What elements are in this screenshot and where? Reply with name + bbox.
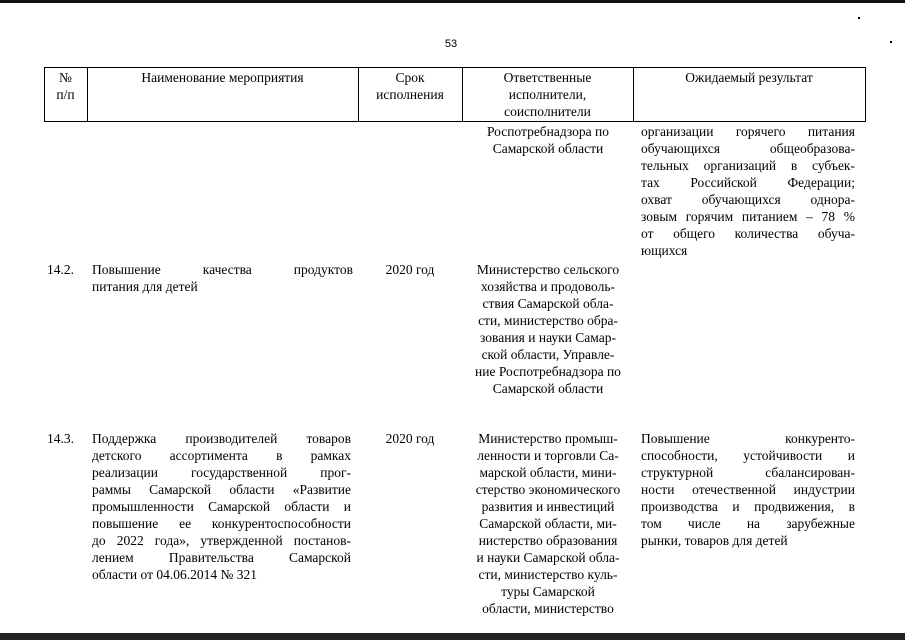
- row-term: 2020 год: [385, 431, 435, 446]
- row-responsible: Министерство промыш- ленности и торговли Са- марской области, мини- стерство экономического развития и инвестиций Самарской области, ми- нистерство образования и науки Самарской обла- сти, министерство куль- туры Самарской области, министерство: [475, 431, 621, 616]
- page-number: 53: [444, 38, 458, 50]
- header-cell-num: № п/п: [56, 70, 75, 102]
- continuation-responsible: Роспотребнадзора по Самарской области: [486, 124, 610, 156]
- row-term: 2020 год: [385, 262, 435, 277]
- row-name: Повышение качества продуктов питания для детей: [92, 262, 353, 294]
- header-cell-term: Срок исполнения: [376, 70, 444, 102]
- row-number: 14.2.: [47, 262, 74, 277]
- header-cell-name: Наименование мероприятия: [141, 70, 304, 85]
- row-responsible: Министерство сельского хозяйства и продоволь- ствия Самарской обла- сти, министерство обра- зования и науки Самар- ской области, Управле- ние Роспотребнадзора по Самарской области: [475, 262, 621, 396]
- scan-border-bottom: [0, 633, 905, 640]
- header-cell-responsible: Ответственные исполнители, соисполнители: [503, 70, 592, 119]
- row-number: 14.3.: [47, 431, 74, 446]
- header-divider: [865, 67, 866, 122]
- scan-speck: [890, 41, 892, 43]
- row-name: Поддержка производителей товаров детского ассортимента в рамках реализации государственной прог- раммы Самарской области «Развитие промышленности Самарской области и повышение ее конкурентоспособности до 2022 года», утвержденной постанов- лением Правительства Самарской области от 04.06.2014 № 321: [92, 431, 351, 582]
- header-cell-result: Ожидаемый результат: [685, 70, 813, 85]
- scan-speck: [858, 17, 860, 19]
- table-border-top: [44, 67, 865, 68]
- scan-border-top: [0, 0, 905, 3]
- row-result: Повышение конкуренто- способности, устойчивости и структурной сбалансирован- ности отечественной индустрии производства и продвижения, в том числе на зарубежные рынки, товаров для детей: [641, 431, 855, 548]
- header-border-bottom: [44, 121, 865, 122]
- continuation-result: организации горячего питания обучающихся общеобразова- тельных организаций в субъек- тах Российской Федерации; охват обучающихся однора- зовым горячим питанием – 78 % от общего количества обуча- ющихся: [641, 124, 855, 258]
